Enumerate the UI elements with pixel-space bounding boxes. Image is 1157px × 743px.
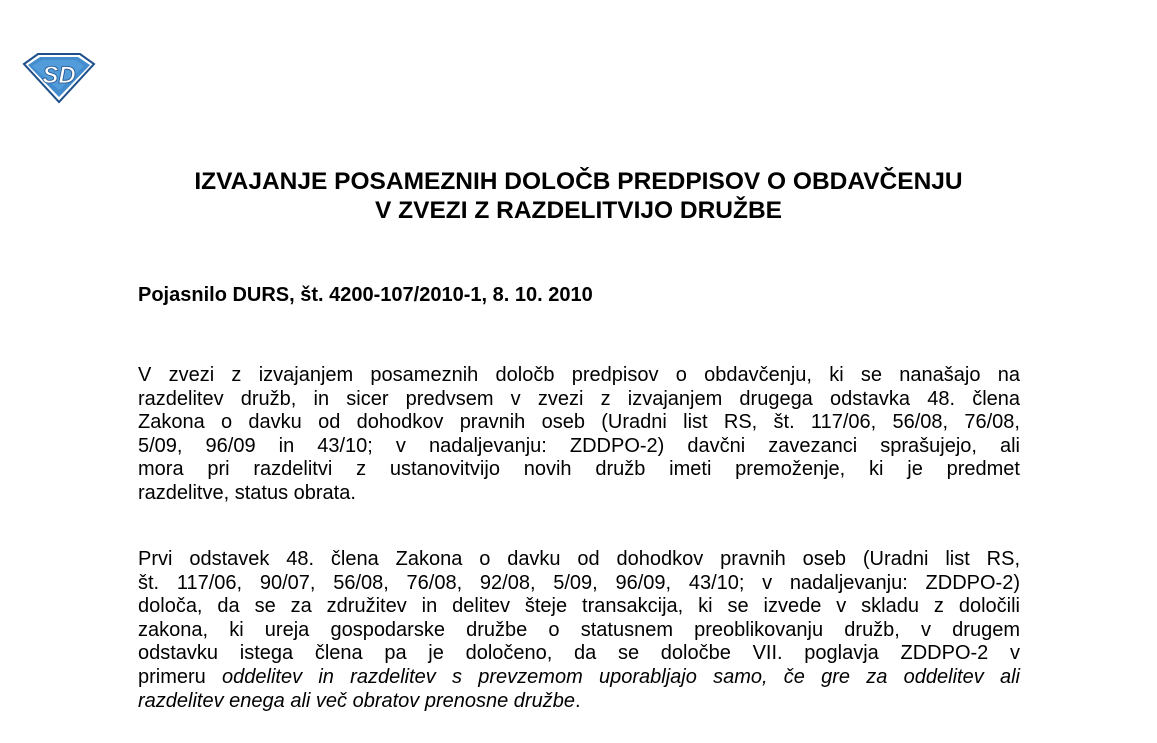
paragraph-italic-text: oddelitev in razdelitev s prevzemom uporabljajo samo, če gre za oddelitev ali: [222, 665, 1020, 688]
paragraph-line: št. 117/06, 90/07, 56/08, 76/08, 92/08, 5/09, 96/09, 43/10; v nadaljevanju: ZDDPO-2): [138, 571, 1020, 594]
paragraph-line: razdelitev družb, in sicer predvsem v zvezi z izvajanjem drugega odstavka 48. člena: [138, 387, 1020, 410]
paragraph-line: odstavku istega člena pa je določeno, da se določbe VII. poglavja ZDDPO-2 v: [138, 642, 1020, 665]
paragraph-line: V zvezi z izvajanjem posameznih določb predpisov o obdavčenju, ki se nanašajo na: [138, 364, 1020, 386]
paragraph-text: .: [574, 689, 581, 712]
shield-logo-icon: [22, 50, 96, 104]
paragraph-line-mixed: [138, 666, 1020, 690]
paragraph-line: razdelitve, status obrata.: [138, 481, 356, 504]
document-title: [0, 167, 1157, 225]
logo-text: SD: [42, 62, 76, 89]
paragraph-1: [138, 364, 1020, 506]
paragraph-2: [138, 548, 1020, 713]
paragraph-line: zakona, ki ureja gospodarske družbe o statusnem preoblikovanju družb, v drugem: [138, 618, 1020, 641]
document-subtitle: Pojasnilo DURS, št. 4200-107/2010-1, 8. 10. 2010: [138, 284, 593, 306]
paragraph-line: Zakona o davku od dohodkov pravnih oseb (Uradni list RS, št. 117/06, 56/08, 76/08,: [138, 411, 1020, 434]
title-line-1: IZVAJANJE POSAMEZNIH DOLOČB PREDPISOV O OBDAVČENJU: [194, 168, 963, 195]
paragraph-line-mixed: [138, 690, 1020, 714]
paragraph-text: primeru: [138, 665, 223, 688]
company-logo: [22, 50, 96, 104]
paragraph-line: mora pri razdelitvi z ustanovitvijo novih družb imeti premoženje, ki je predmet: [138, 458, 1020, 481]
paragraph-italic-text: razdelitev enega ali več obratov prenosne družbe: [138, 689, 575, 712]
paragraph-line: 5/09, 96/09 in 43/10; v nadaljevanju: ZDDPO-2) davčni zavezanci sprašujejo, ali: [138, 434, 1020, 457]
title-line-2: V ZVEZI Z RAZDELITVIJO DRUŽBE: [375, 197, 782, 224]
paragraph-line: Prvi odstavek 48. člena Zakona o davku od dohodkov pravnih oseb (Uradni list RS,: [138, 548, 1020, 570]
paragraph-line: določa, da se za združitev in delitev šteje transakcija, ki se izvede v skladu z določili: [138, 595, 1020, 618]
